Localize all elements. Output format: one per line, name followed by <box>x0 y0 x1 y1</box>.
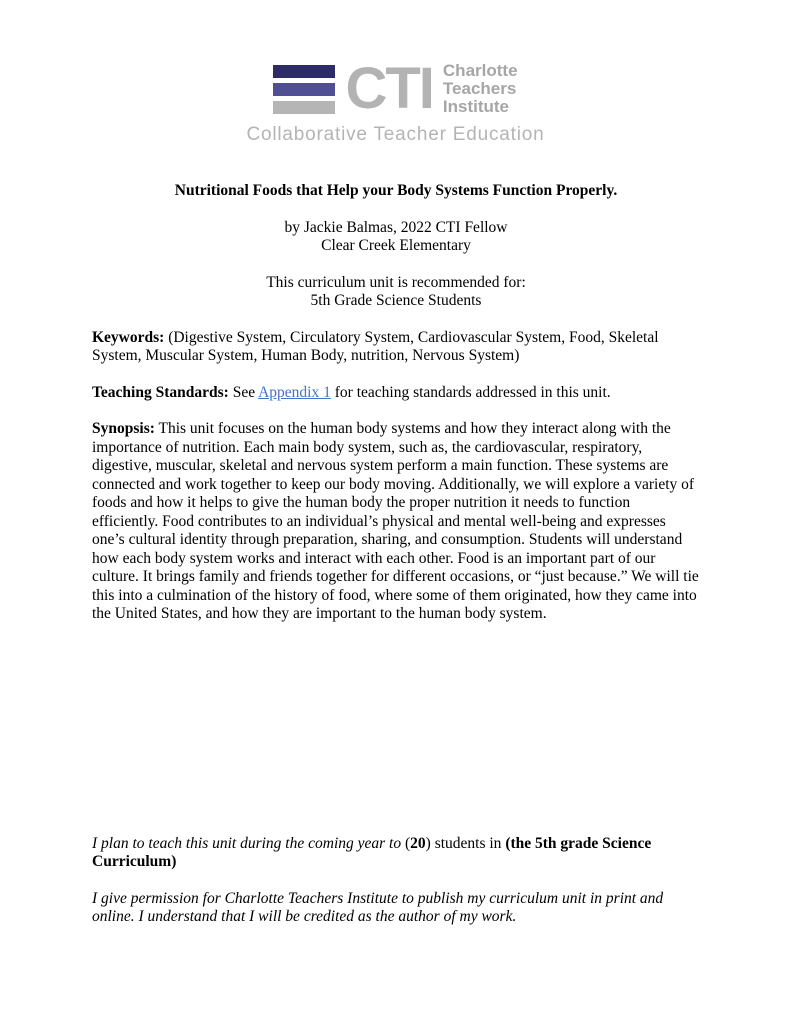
appendix-1-link[interactable]: Appendix 1 <box>258 383 331 401</box>
synopsis-label: Synopsis: <box>92 420 155 437</box>
plan-curriculum-bold: (the 5th grade Science Curriculum) <box>92 834 652 870</box>
plan-student-count: 20 <box>410 834 426 852</box>
byline <box>92 219 700 256</box>
cti-logo-row <box>273 56 518 121</box>
logo-tagline: Collaborative Teacher Education <box>246 124 545 145</box>
unit-title: Nutritional Foods that Help your Body Systems Function Properly. <box>174 182 618 199</box>
logo-bars-icon <box>273 65 335 114</box>
synopsis-paragraph <box>92 420 700 624</box>
logo-bar-gray <box>273 101 335 114</box>
permission-paragraph: I give permission for Charlotte Teachers Institute to publish my curriculum unit in print and online. I understand that I will be credited as the author of my work. <box>92 889 664 925</box>
logo-bar-purple <box>273 83 335 96</box>
keywords-label: Keywords: <box>92 328 165 346</box>
logo-org-name <box>443 62 518 116</box>
teaching-standards-post-link: for teaching standards addressed in this unit. <box>330 383 611 401</box>
plan-after-count: ) students in <box>425 834 506 852</box>
document-content <box>92 182 700 927</box>
recommendation <box>92 274 700 311</box>
cti-logo <box>0 0 791 146</box>
teaching-standards-label: Teaching Standards: <box>92 383 229 401</box>
plan-open-paren: ( <box>404 834 411 852</box>
teaching-standards-pre-link: See <box>228 383 259 401</box>
plan-italic-text: I plan to teach this unit during the coming year to <box>92 834 405 852</box>
logo-org-name-line3: Institute <box>442 97 510 116</box>
synopsis-text: This unit focuses on the human body systems and how they interact along with the importance of nutrition. Each main body system, such as, the cardiovascular, respiratory, digestive, muscular, skeletal and nervous system perform a main function. These systems are connected and work together to keep our body moving. Additionally, we will explore a variety of foods and how it helps to give the human body the proper nutrition it needs to function efficiently. Food contributes to an individual’s physical and mental well-being and expresses one’s cultural identity through preparation, sharing, and consumption. Students will understand how each body system works and interact with each other. Food is an important part of our culture. It brings family and friends together for different occasions, or “just because.” We will tie this into a culmination of the history of food, where some of them originated, how they came into the United States, and how they are important to the human body system. <box>92 420 699 622</box>
teaching-standards-paragraph <box>92 384 700 403</box>
logo-bar-navy <box>273 65 335 78</box>
keywords-text: (Digestive System, Circulatory System, Cardiovascular System, Food, Skeletal System, Muscular System, Human Body, nutrition, Nervous System) <box>92 328 659 364</box>
byline-author: by Jackie Balmas, 2022 CTI Fellow <box>284 218 508 236</box>
logo-org-name-line2: Teachers <box>442 79 517 98</box>
logo-org-name-line1: Charlotte <box>442 61 518 80</box>
recommendation-line1: This curriculum unit is recommended for: <box>266 273 526 291</box>
logo-acronym: CTI <box>345 56 433 121</box>
keywords-paragraph <box>92 329 700 366</box>
byline-school: Clear Creek Elementary <box>321 237 471 254</box>
recommendation-line2: 5th Grade Science Students <box>310 292 482 309</box>
plan-paragraph <box>92 835 700 872</box>
